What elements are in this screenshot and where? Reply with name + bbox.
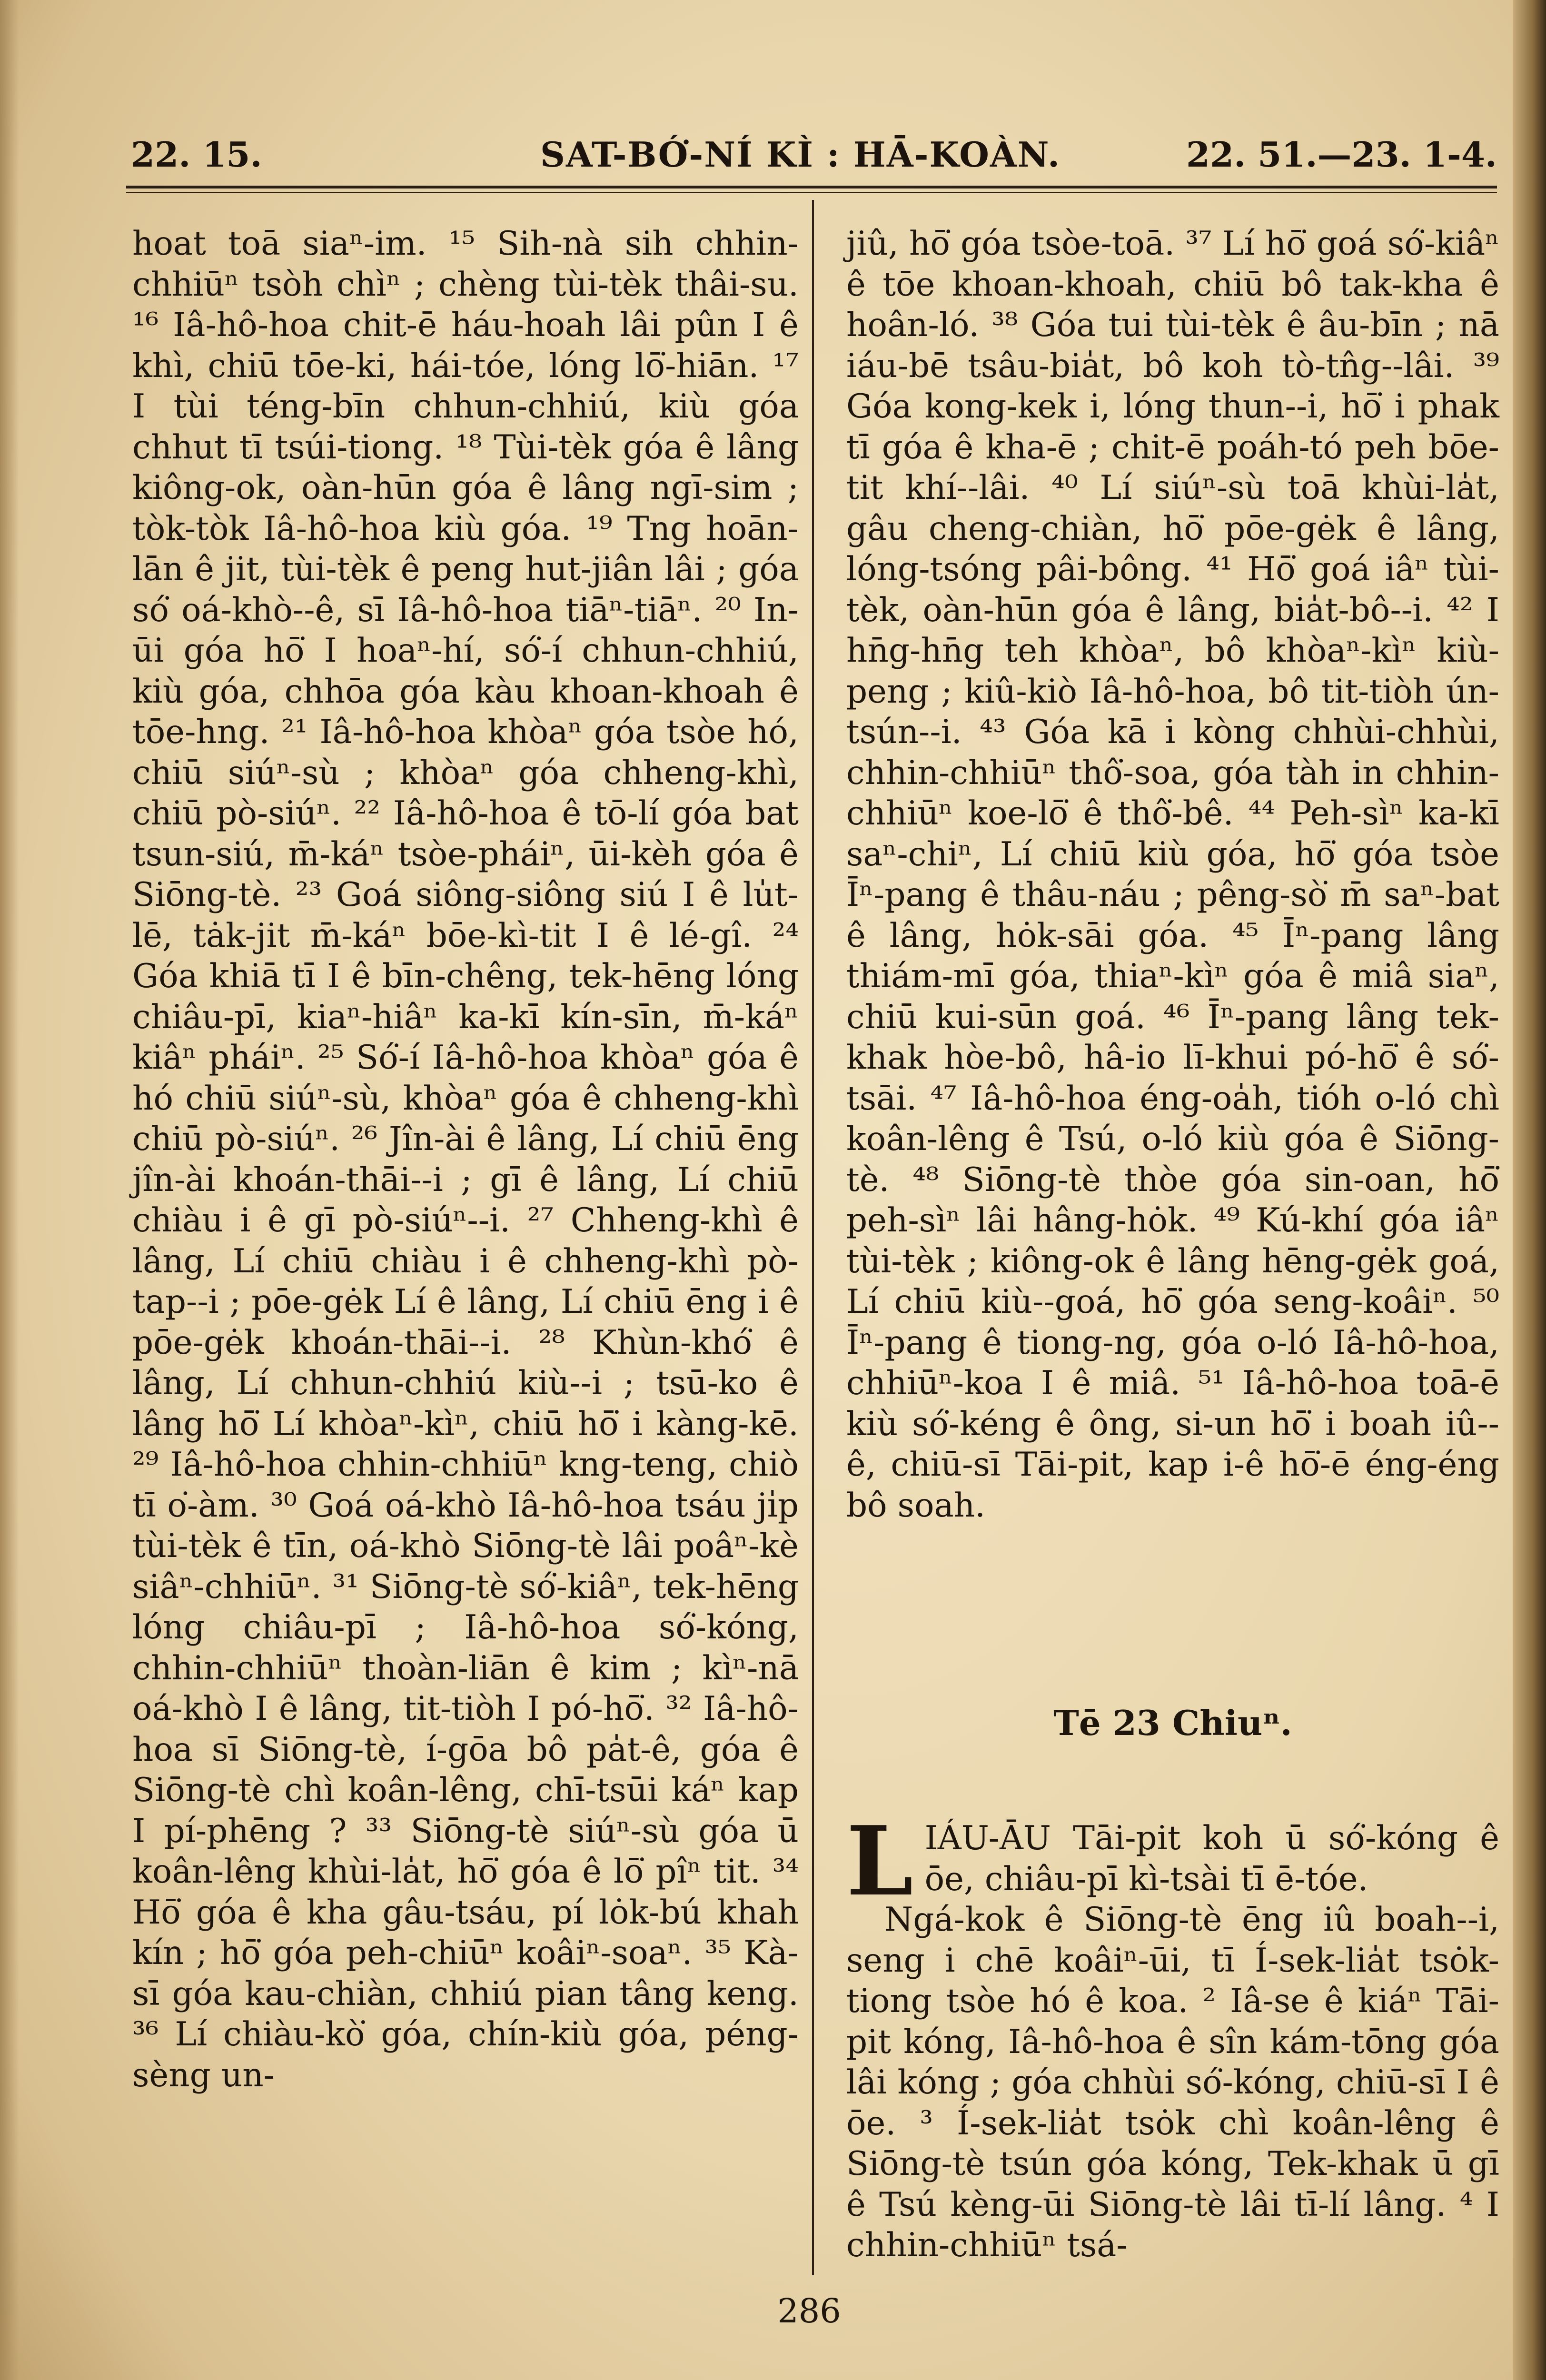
- chapter-opening-paragraph: [846, 1805, 1499, 1917]
- chapter-body-text: Ngá-kok ê Siōng-tè ēng iû boah--i, seng i chē koâiⁿ-ūi, tī Í-sek-lia̍t tsȯk-tiong tsòe hó ê koa. ² Iâ-se ê kiáⁿ Tāi-pit kóng, Iâ-hô-hoa ê sîn kám-tōng góa lâi kóng ; góa chhùi só͘-kóng, chiū-sī I ê ōe. ³ Í-sek-lia̍t tsȯk chì koân-lêng ê Siōng-tè tsún góa kóng, Tek-khak ū gī ê Tsú kèng-ūi Siōng-tè lâi tī-lí lâng. ⁴ I chhin-chhiūⁿ tsá-: [846, 1901, 1499, 2264]
- header-right-reference: 22. 51.—23. 1-4.: [1186, 134, 1497, 175]
- header-rule-thin: [126, 192, 1497, 193]
- right-text-column-top: [846, 224, 1499, 1526]
- header-rule: [126, 186, 1497, 188]
- drop-cap-letter: L: [846, 1805, 913, 1917]
- page-number: 286: [777, 2291, 841, 2330]
- page-left-edge-shadow: [0, 0, 19, 2380]
- left-text-column: [132, 224, 799, 2096]
- left-column-text: hoat toā siaⁿ-im. ¹⁵ Sih-nà sih chhin-chhiūⁿ tsòh chìⁿ ; chèng tùi-tèk thâi-su. ¹⁶ Iâ-hô-hoa chit-ē háu-hoah lâi pûn I ê khì, chiū tōe-ki, hái-tóe, lóng lō͘-hiān. ¹⁷ I tùi téng-bīn chhun-chhiú, kiù góa chhut tī tsúi-tiong. ¹⁸ Tùi-tèk góa ê lâng kiông-ok, oàn-hūn góa ê lâng ngī-sim ; tòk-tòk Iâ-hô-hoa kiù góa. ¹⁹ Tng hoān-lān ê jit, tùi-tèk ê peng hut-jiân lâi ; góa só͘ oá-khò--ê, sī Iâ-hô-hoa tiāⁿ-tiāⁿ. ²⁰ In-ūi góa hō͘ I hoaⁿ-hí, só͘-í chhun-chhiú, kiù góa, chhōa góa kàu khoan-khoah ê tōe-hng. ²¹ Iâ-hô-hoa khòaⁿ góa tsòe hó, chiū siúⁿ-sù ; khòaⁿ góa chheng-khì, chiū pò-siúⁿ. ²² Iâ-hô-hoa ê tō-lí góa bat tsun-siú, m̄-káⁿ tsòe-pháiⁿ, ūi-kèh góa ê Siōng-tè. ²³ Goá siông-siông siú I ê lu̍t-lē, tȧk-jit m̄-káⁿ bōe-kì-tit I ê lé-gî. ²⁴ Góa khiā tī I ê bīn-chêng, tek-hēng lóng chiâu-pī, kiaⁿ-hiâⁿ ka-kī kín-sīn, m̄-káⁿ kiâⁿ pháiⁿ. ²⁵ Só͘-í Iâ-hô-hoa khòaⁿ góa ê hó chiū siúⁿ-sù, khòaⁿ góa ê chheng-khì chiū pò-siúⁿ. ²⁶ Jîn-ài ê lâng, Lí chiū ēng jîn-ài khoán-thāi--i ; gī ê lâng, Lí chiū chiàu i ê gī pò-siúⁿ--i. ²⁷ Chheng-khì ê lâng, Lí chiū chiàu i ê chheng-khì pò-tap--i ; pōe-gėk Lí ê lâng, Lí chiū ēng i ê pōe-gėk khoán-thāi--i. ²⁸ Khùn-khó͘ ê lâng, Lí chhun-chhiú kiù--i ; tsū-ko ê lâng hō͘ Lí khòaⁿ-kìⁿ, chiū hō͘ i kàng-kē. ²⁹ Iâ-hô-hoa chhin-chhiūⁿ kng-teng, chiò tī o͘-àm. ³⁰ Goá oá-khò Iâ-hô-hoa tsáu ji̍p tùi-tèk ê tīn, oá-khò Siōng-tè lâi poâⁿ-kè siâⁿ-chhiūⁿ. ³¹ Siōng-tè só͘-kiâⁿ, tek-hēng lóng chiâu-pī ; Iâ-hô-hoa só͘-kóng, chhin-chhiūⁿ thoàn-liān ê kim ; kìⁿ-nā oá-khò I ê lâng, tit-tiòh I pó-hō͘. ³² Iâ-hô-hoa sī Siōng-tè, í-gōa bô pa̍t-ê, góa ê Siōng-tè chì koân-lêng, chī-tsūi káⁿ kap I pí-phēng ? ³³ Siōng-tè siúⁿ-sù góa ū koân-lêng khùi-la̍t, hō͘ góa ê lō͘ pîⁿ tit. ³⁴ Hō͘ góa ê kha gâu-tsáu, pí lȯk-bú khah kín ; hō͘ góa peh-chiūⁿ koâiⁿ-soaⁿ. ³⁵ Kà-sī góa kau-chiàn, chhiú pian tâng keng. ³⁶ Lí chiàu-kò͘ góa, chín-kiù góa, péng-sèng un-: [132, 225, 799, 2094]
- column-divider: [812, 200, 814, 2275]
- header-book-title: SAT-BÓ͘-NÍ KÌ : HĀ-KOÀN.: [540, 134, 1061, 175]
- header-left-reference: 22. 15.: [131, 134, 262, 175]
- right-column-text-top: jiû, hō͘ góa tsòe-toā. ³⁷ Lí hō͘ goá só͘-kiâⁿ ê tōe khoan-khoah, chiū bô tak-kha ê hoân-ló. ³⁸ Góa tui tùi-tèk ê âu-bīn ; nā iáu-bē tsâu-bia̍t, bô koh tò-tn̂g--lâi. ³⁹ Góa kong-kek i, lóng thun--i, hō͘ i phak tī góa ê kha-ē ; chit-ē poáh-tó peh bōe-tit khí--lâi. ⁴⁰ Lí siúⁿ-sù toā khùi-la̍t, gâu cheng-chiàn, hō͘ pōe-gėk ê lâng, lóng-tsóng pâi-bông. ⁴¹ Hō͘ goá iâⁿ tùi-tèk, oàn-hūn góa ê lâng, bia̍t-bô--i. ⁴² I hn̄g-hn̄g teh khòaⁿ, bô khòaⁿ-kìⁿ kiù-peng ; kiû-kiò Iâ-hô-hoa, bô tit-tiòh ún-tsún--i. ⁴³ Góa kā i kòng chhùi-chhùi, chhin-chhiūⁿ thô͘-soa, góa tàh in chhin-chhiūⁿ koe-lō͘ ê thô͘-bê. ⁴⁴ Peh-sìⁿ ka-kī saⁿ-chiⁿ, Lí chiū kiù góa, hō͘ góa tsòe Īⁿ-pang ê thâu-náu ; pêng-sò͘ m̄ saⁿ-bat ê lâng, hȯk-sāi góa. ⁴⁵ Īⁿ-pang lâng thiám-mī góa, thiaⁿ-kìⁿ góa ê miâ siaⁿ, chiū kui-sūn goá. ⁴⁶ Īⁿ-pang lâng tek-khak hòe-bô, hâ-io lī-khui pó-hō͘ ê só͘-tsāi. ⁴⁷ Iâ-hô-hoa éng-oa̍h, tióh o-ló chì koân-lêng ê Tsú, o-ló kiù góa ê Siōng-tè. ⁴⁸ Siōng-tè thòe góa sin-oan, hō͘ peh-sìⁿ lâi hâng-hȯk. ⁴⁹ Kú-khí góa iâⁿ tùi-tèk ; kiông-ok ê lâng hēng-gėk goá, Lí chiū kiù--goá, hō͘ góa seng-koâiⁿ. ⁵⁰ Īⁿ-pang ê tiong-ng, góa o-ló Iâ-hô-hoa, chhiūⁿ-koa I ê miâ. ⁵¹ Iâ-hô-hoa toā-ē kiù só͘-kéng ê ông, si-un hō͘ i boah iû--ê, chiū-sī Tāi-pit, kap i-ê hō͘-ē éng-éng bô soah.: [846, 225, 1499, 1525]
- right-text-column-bottom: [846, 1805, 1499, 2266]
- book-spine-shadow: [1513, 0, 1546, 2380]
- chapter-heading: Tē 23 Chiuⁿ.: [1053, 1703, 1292, 1743]
- running-header: [131, 129, 1497, 181]
- chapter-opening-text: IÁU-ĀU Tāi-pit koh ū só͘-kóng ê ōe, chiâu-pī kì-tsài tī ē-tóe.: [924, 1819, 1499, 1898]
